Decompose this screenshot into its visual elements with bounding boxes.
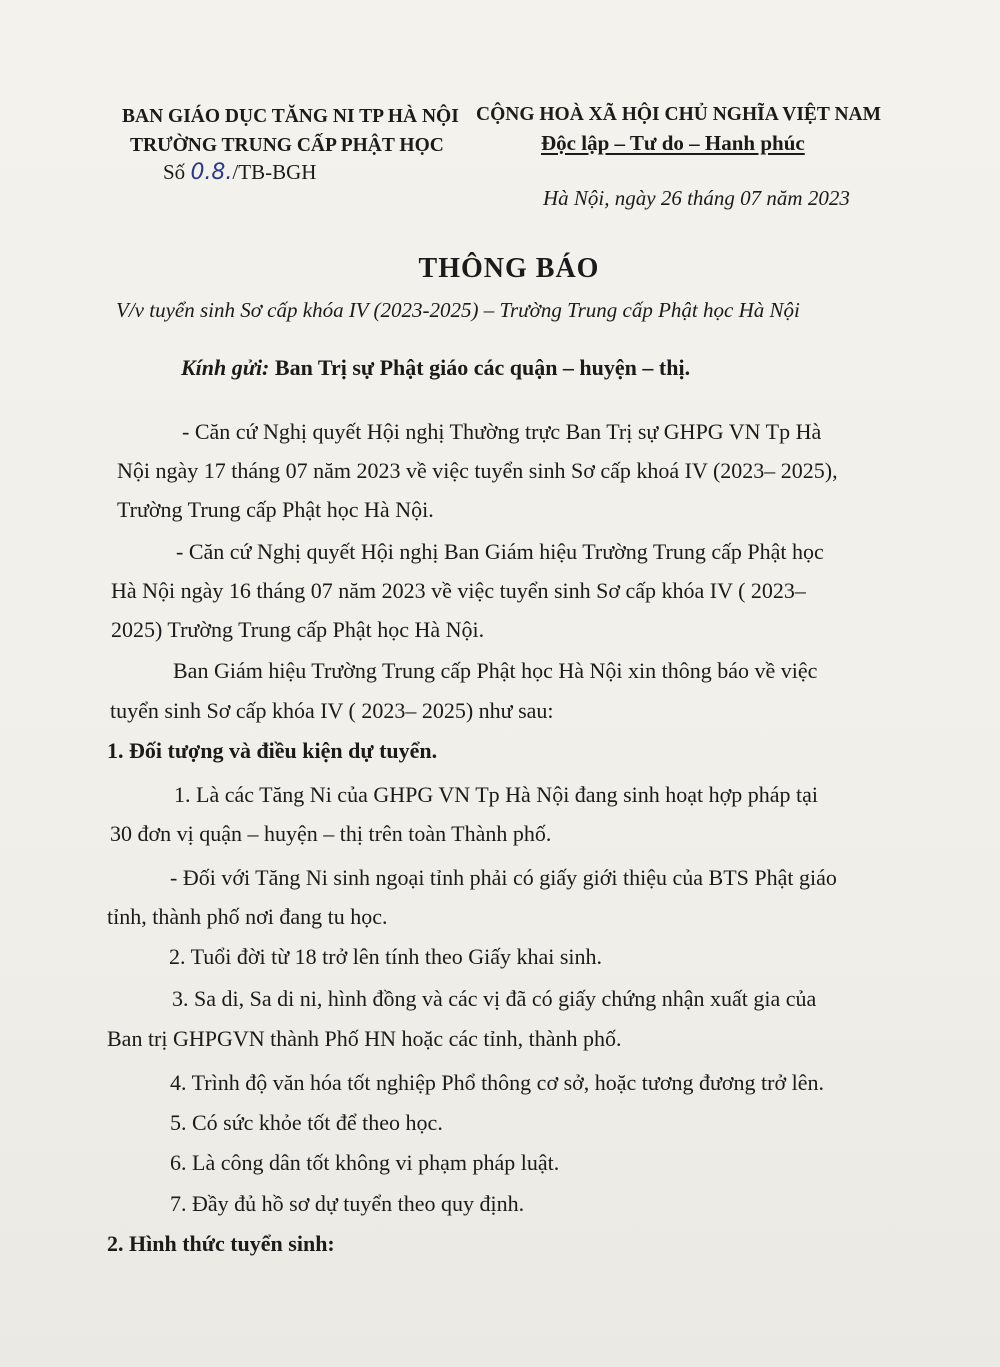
nation-line: CỘNG HOÀ XÃ HỘI CHỦ NGHĨA VIỆT NAM bbox=[476, 104, 882, 125]
para-2-line-1: - Căn cứ Nghị quyết Hội nghị Ban Giám hiệu Trường Trung cấp Phật học bbox=[176, 539, 824, 564]
document-subtitle: V/v tuyển sinh Sơ cấp khóa IV (2023-2025) – Trường Trung cấp Phật học Hà Nội bbox=[116, 298, 800, 322]
section-heading-2: 2. Hình thức tuyển sinh: bbox=[107, 1231, 335, 1256]
para-1-line-1: - Căn cứ Nghị quyết Hội nghị Thường trực Ban Trị sự GHPG VN Tp Hà bbox=[182, 419, 822, 444]
motto-line: Độc lập – Tư do – Hanh phúc bbox=[541, 131, 805, 155]
recipient-name: Ban Trị sự Phật giáo các quận – huyện – thị. bbox=[269, 355, 691, 380]
document-number bbox=[163, 160, 316, 185]
para-3-line-1: Ban Giám hiệu Trường Trung cấp Phật học Hà Nội xin thông báo về việc bbox=[173, 658, 818, 683]
number-suffix: /TB-BGH bbox=[232, 160, 317, 184]
item-1-line-1: 1. Là các Tăng Ni của GHPG VN Tp Hà Nội đang sinh hoạt hợp pháp tại bbox=[174, 782, 819, 807]
item-3-line-2: Ban trị GHPGVN thành Phố HN hoặc các tỉnh, thành phố. bbox=[107, 1026, 622, 1051]
org-line-1: BAN GIÁO DỤC TĂNG NI TP HÀ NỘI bbox=[122, 106, 459, 127]
item-3-line-1: 3. Sa di, Sa di ni, hình đồng và các vị đã có giấy chứng nhận xuất gia của bbox=[172, 986, 817, 1011]
issue-date: Hà Nội, ngày 26 tháng 07 năm 2023 bbox=[543, 186, 850, 210]
item-1b-line-1: - Đối với Tăng Ni sinh ngoại tỉnh phải có giấy giới thiệu của BTS Phật giáo bbox=[170, 865, 837, 890]
section-heading-1: 1. Đối tượng và điều kiện dự tuyển. bbox=[107, 738, 438, 763]
document-title: THÔNG BÁO bbox=[418, 253, 600, 284]
number-handwritten: 0.8. bbox=[190, 160, 233, 185]
para-2-line-3: 2025) Trường Trung cấp Phật học Hà Nội. bbox=[111, 617, 485, 642]
para-1-line-2: Nội ngày 17 tháng 07 năm 2023 về việc tuyển sinh Sơ cấp khoá IV (2023– 2025), bbox=[117, 458, 838, 483]
para-3-line-2: tuyển sinh Sơ cấp khóa IV ( 2023– 2025) như sau: bbox=[110, 698, 554, 723]
recipient-label: Kính gửi: bbox=[181, 355, 270, 380]
recipient-line bbox=[181, 355, 690, 381]
item-1b-line-2: tỉnh, thành phố nơi đang tu học. bbox=[107, 904, 388, 929]
para-1-line-3: Trường Trung cấp Phật học Hà Nội. bbox=[117, 497, 434, 522]
item-4: 4. Trình độ văn hóa tốt nghiệp Phổ thông cơ sở, hoặc tương đương trở lên. bbox=[170, 1070, 824, 1095]
item-2: 2. Tuổi đời từ 18 trở lên tính theo Giấy khai sinh. bbox=[169, 944, 603, 969]
item-1-line-2: 30 đơn vị quận – huyện – thị trên toàn Thành phố. bbox=[110, 821, 552, 846]
number-prefix: Số bbox=[163, 160, 186, 184]
para-2-line-2: Hà Nội ngày 16 tháng 07 năm 2023 về việc tuyển sinh Sơ cấp khóa IV ( 2023– bbox=[111, 578, 806, 603]
item-5: 5. Có sức khỏe tốt để theo học. bbox=[170, 1110, 443, 1135]
item-6: 6. Là công dân tốt không vi phạm pháp luật. bbox=[170, 1150, 560, 1175]
org-line-2: TRƯỜNG TRUNG CẤP PHẬT HỌC bbox=[130, 135, 444, 156]
item-7: 7. Đầy đủ hồ sơ dự tuyển theo quy định. bbox=[170, 1191, 525, 1216]
